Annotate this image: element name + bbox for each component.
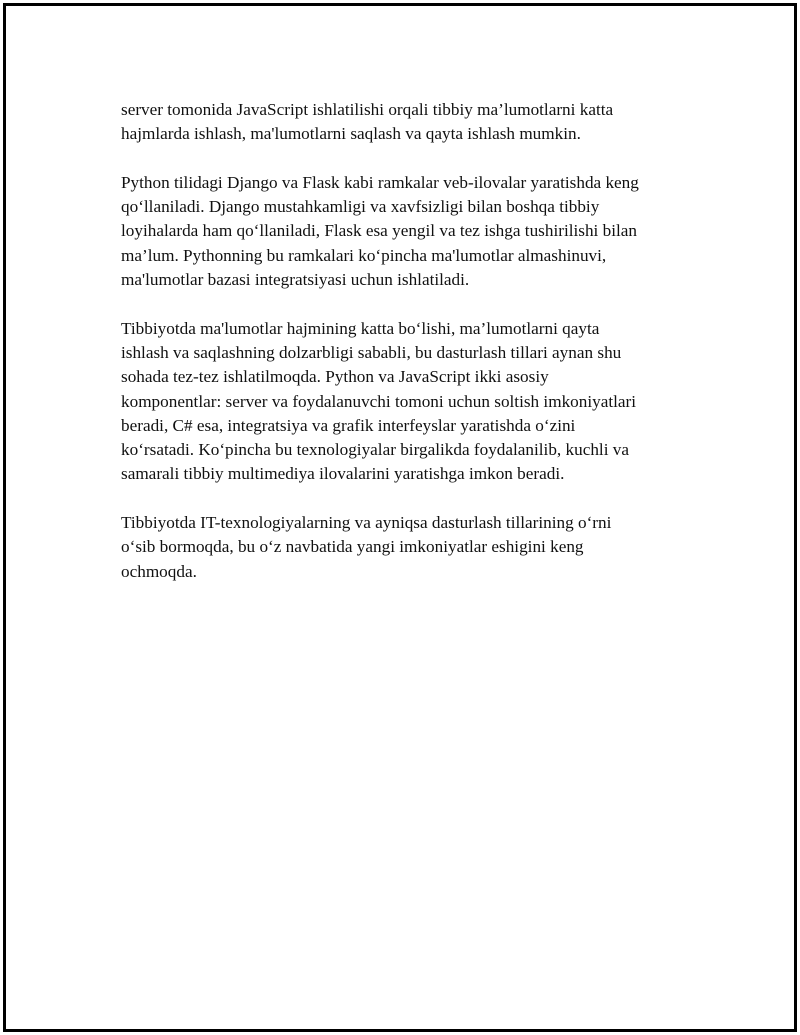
text-line: Python tilidagi Django va Flask kabi ramkalar veb-ilovalar yaratishda keng bbox=[121, 172, 639, 192]
text-line: Tibbiyotda IT-texnologiyalarning va ayniqsa dasturlash tillarining o‘rni bbox=[121, 513, 612, 533]
text-line: ko‘rsatadi. Ko‘pincha bu texnologiyalar birgalikda foydalanilib, kuchli va bbox=[121, 440, 630, 460]
text-line: ma'lumotlar bazasi integratsiyasi uchun ishlatiladi. bbox=[121, 270, 470, 290]
text-line: hajmlarda ishlash, ma'lumotlarni saqlash va qayta ishlash mumkin. bbox=[121, 124, 581, 144]
text-line: beradi, C# esa, integratsiya va grafik interfeyslar yaratishda o‘zini bbox=[121, 415, 576, 435]
text-line: ochmoqda. bbox=[121, 561, 197, 581]
paragraph-2 bbox=[121, 171, 681, 292]
text-line: qo‘llaniladi. Django mustahkamligi va xavfsizligi bilan boshqa tibbiy bbox=[121, 197, 600, 217]
paragraph-4 bbox=[121, 511, 681, 584]
text-line: Tibbiyotda ma'lumotlar hajmining katta bo‘lishi, ma’lumotlarni qayta bbox=[121, 318, 600, 338]
text-line: komponentlar: server va foydalanuvchi tomoni uchun soltish imkoniyatlari bbox=[121, 391, 637, 411]
text-line: ma’lum. Pythonning bu ramkalari ko‘pincha ma'lumotlar almashinuvi, bbox=[121, 245, 607, 265]
text-line: ishlash va saqlashning dolzarbligi sababli, bu dasturlash tillari aynan shu bbox=[121, 342, 622, 362]
document-page bbox=[3, 3, 797, 1032]
text-line: samarali tibbiy multimediya ilovalarini yaratishga imkon beradi. bbox=[121, 464, 565, 484]
paragraph-1 bbox=[121, 98, 681, 147]
paragraph-3 bbox=[121, 317, 681, 487]
text-line: loyihalarda ham qo‘llaniladi, Flask esa yengil va tez ishga tushirilishi bilan bbox=[121, 221, 637, 241]
text-line: sohada tez-tez ishlatilmoqda. Python va JavaScript ikki asosiy bbox=[121, 367, 549, 387]
document-body bbox=[121, 98, 681, 608]
text-line: server tomonida JavaScript ishlatilishi orqali tibbiy ma’lumotlarni katta bbox=[121, 100, 614, 119]
text-line: o‘sib bormoqda, bu o‘z navbatida yangi imkoniyatlar eshigini keng bbox=[121, 537, 584, 557]
